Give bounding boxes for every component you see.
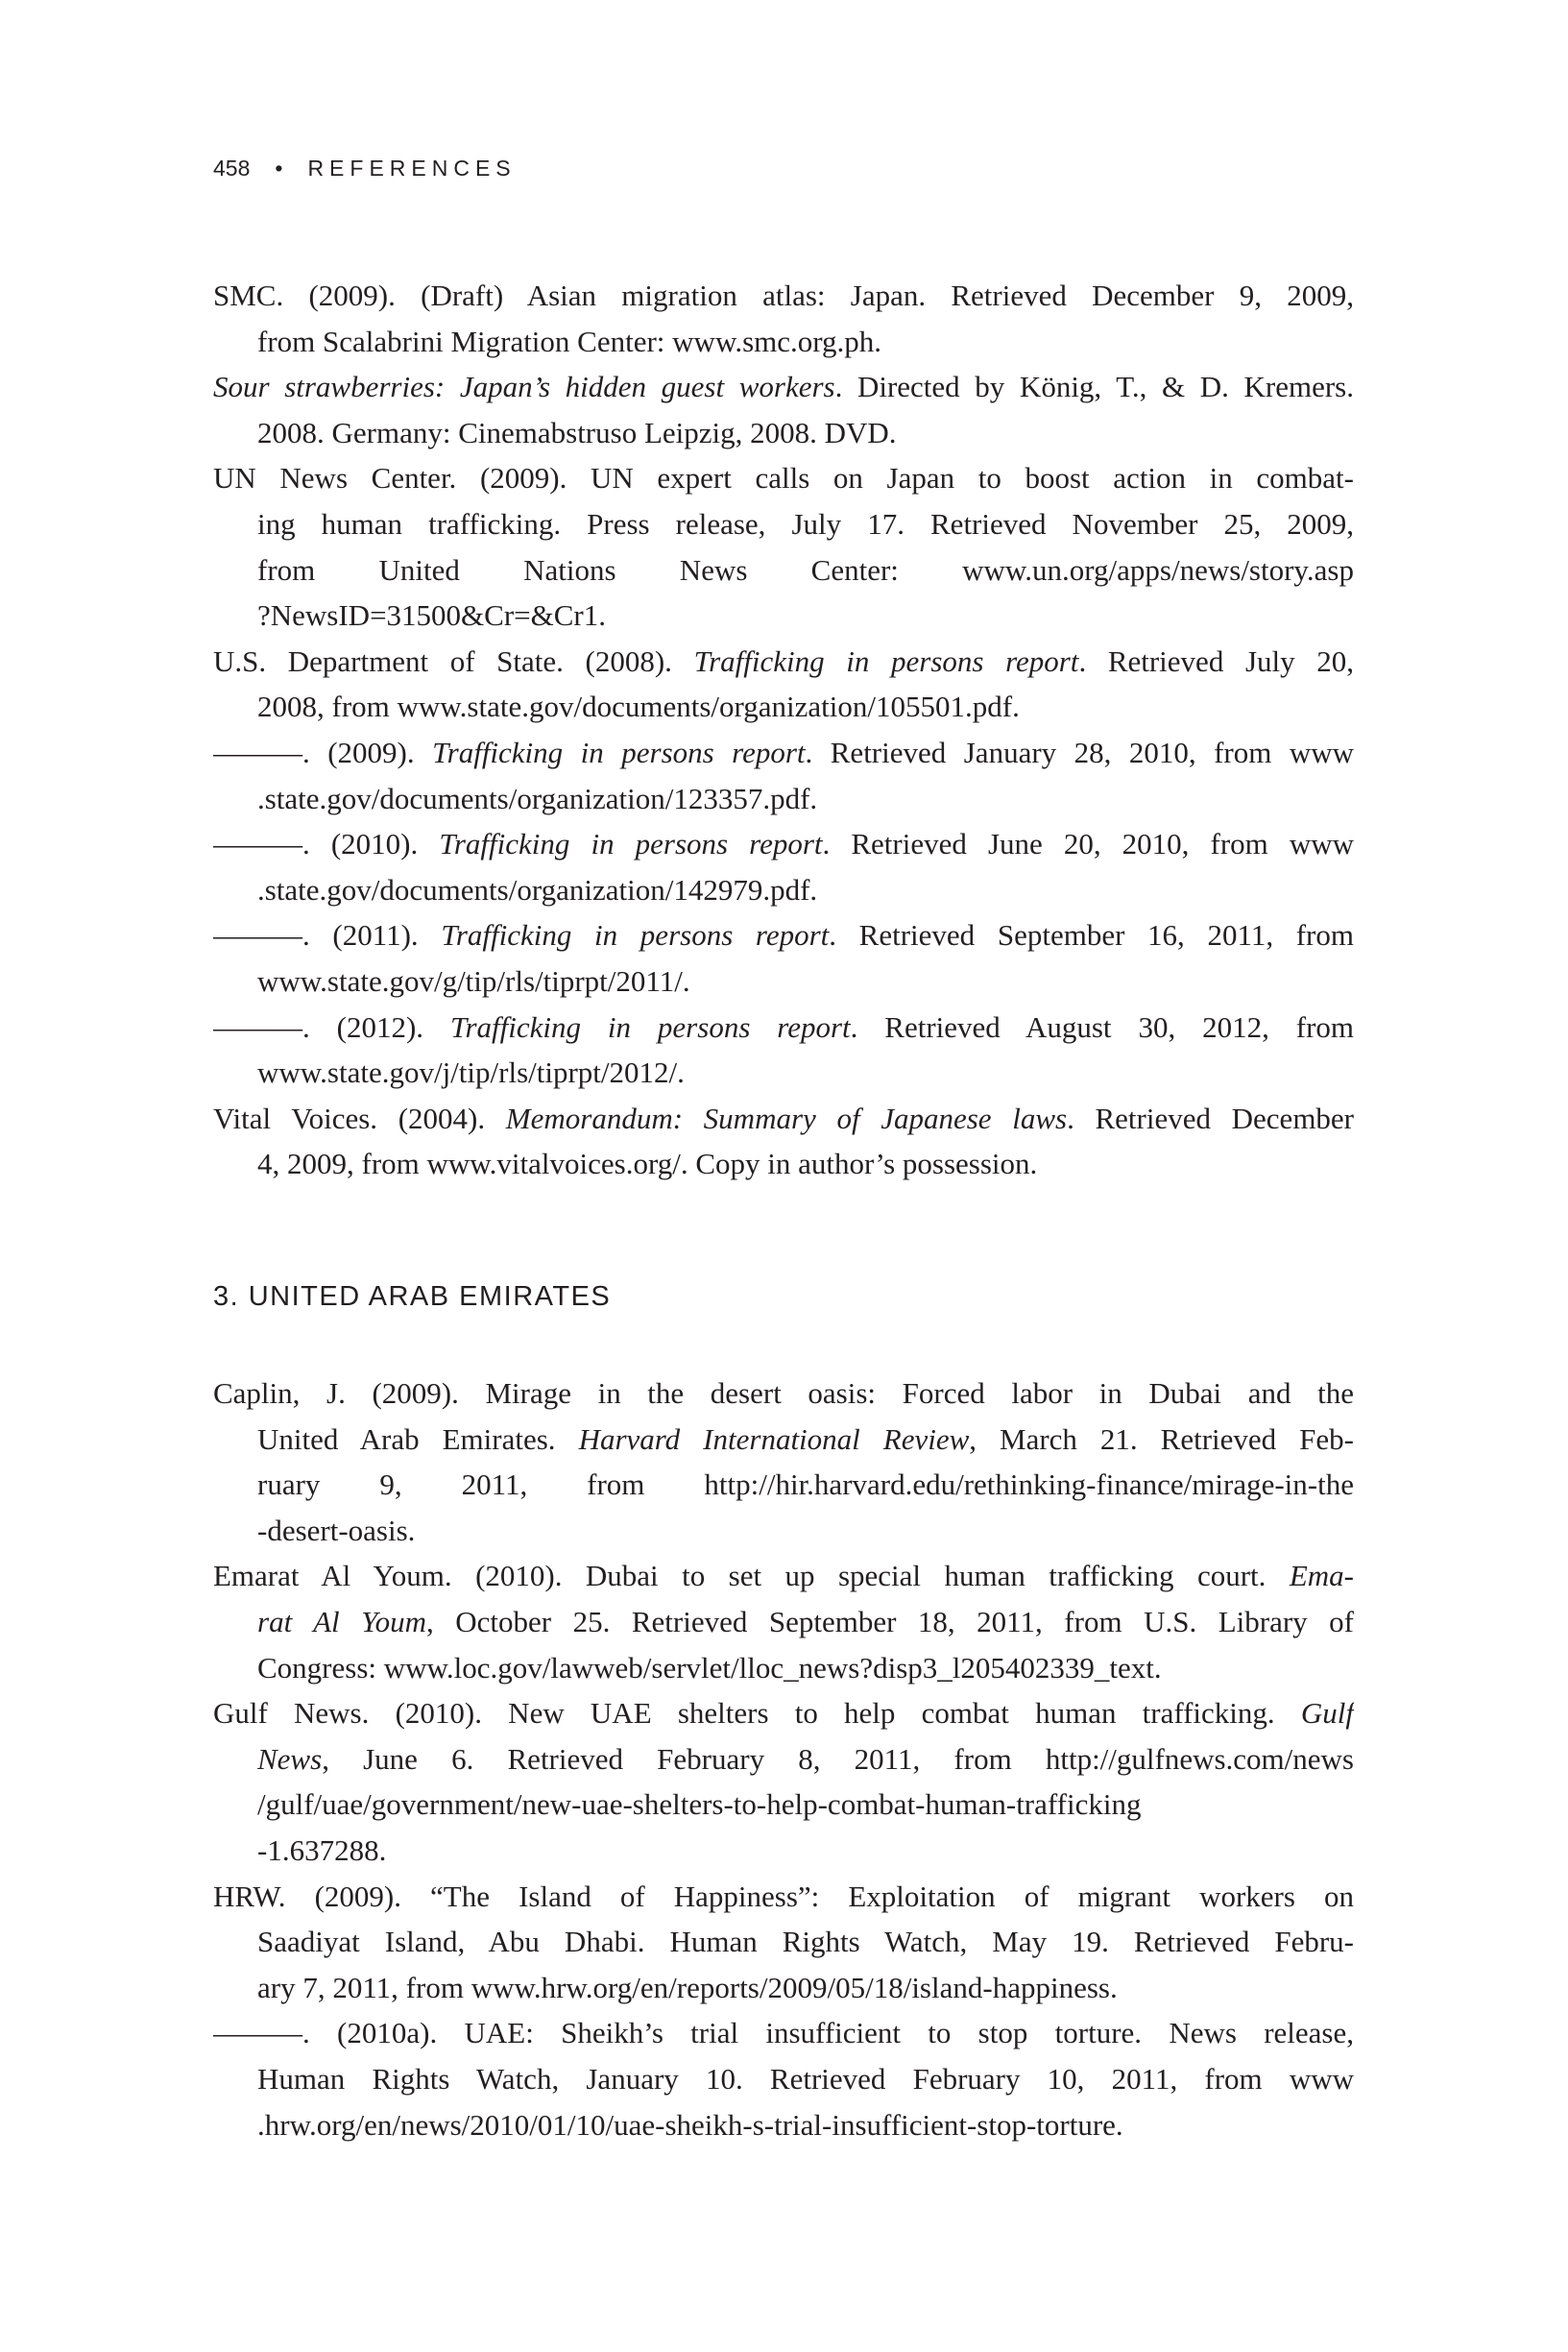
text-segment: ———. (2009). [213, 736, 433, 769]
text-segment: ———. (2011). [213, 918, 442, 953]
reference-line [213, 912, 1354, 958]
reference-line [257, 1736, 1354, 1782]
reference-line [257, 1782, 1354, 1827]
reference-line [257, 2056, 1354, 2101]
text-segment: .state.gov/documents/organization/142979.pdf. [257, 872, 818, 907]
italic-title: Trafficking in persons report [693, 643, 1079, 678]
reference-line [213, 1553, 1354, 1598]
reference-line [257, 1599, 1354, 1644]
text-segment: ———. (2012). [213, 1009, 450, 1044]
reference-line [213, 639, 1354, 684]
reference-line [257, 684, 1354, 729]
text-segment: /gulf/uae/government/new-uae-shelters-to-help-combat-human-trafficking [257, 1787, 1142, 1822]
reference-line [257, 501, 1354, 546]
reference-line [257, 1965, 1354, 2010]
text-segment: ruary 9, 2011, from http://hir.harvard.edu/rethinking-finance/mirage-in-the [257, 1467, 1354, 1502]
italic-title: Trafficking in persons report [439, 827, 823, 861]
reference-line [257, 958, 1354, 1004]
text-segment: 4, 2009, from www.vitalvoices.org/. Copy in author’s possession. [257, 1147, 1038, 1181]
italic-title: Trafficking in persons report [449, 1009, 851, 1044]
reference-line [213, 2010, 1354, 2055]
text-segment: www.state.gov/j/tip/rls/tiprpt/2012/. [257, 1055, 685, 1090]
reference-line [257, 1417, 1354, 1462]
reference-line [257, 867, 1354, 912]
text-segment: Congress: www.loc.gov/lawweb/servlet/lloc_news?disp3_l205402339_text. [257, 1650, 1162, 1685]
italic-title: Ema- [1289, 1559, 1354, 1593]
text-segment: SMC. (2009). (Draft) Asian migration atlas: Japan. Retrieved December 9, 2009, [213, 279, 1354, 312]
text-segment: Saadiyat Island, Abu Dhabi. Human Rights Watch, May 19. Retrieved Febru- [257, 1925, 1354, 1959]
reference-line [213, 455, 1354, 500]
reference-line [257, 776, 1354, 821]
reference-line [257, 1050, 1354, 1095]
text-segment: . Directed by König, T., & D. Kremers. [834, 370, 1354, 404]
text-segment: from United Nations News Center: www.un.org/apps/news/story.asp [257, 552, 1354, 587]
italic-title: Memorandum: Summary of Japanese laws [505, 1101, 1068, 1135]
text-segment: ———. (2010). [213, 827, 440, 861]
text-segment: United Arab Emirates. [257, 1421, 579, 1456]
italic-title: rat Al Youm [257, 1605, 426, 1638]
text-segment: . Retrieved January 28, 2010, from www [805, 736, 1354, 769]
reference-line [257, 1828, 1354, 1873]
running-head [213, 156, 517, 182]
italic-title: Trafficking in persons report [441, 918, 830, 953]
text-segment: from Scalabrini Migration Center: www.smc.org.ph. [257, 324, 882, 358]
reference-line [257, 1919, 1354, 1964]
reference-line [257, 410, 1354, 455]
text-segment: 2008, from www.state.gov/documents/organization/105501.pdf. [257, 690, 1020, 724]
text-segment: Human Rights Watch, January 10. Retrieved February 10, 2011, from www [257, 2062, 1354, 2096]
text-segment: Emarat Al Youm. (2010). Dubai to set up special human trafficking court. [213, 1559, 1290, 1593]
text-segment: , October 25. Retrieved September 18, 2011, from U.S. Library of [425, 1605, 1354, 1638]
text-segment: .hrw.org/en/news/2010/01/10/uae-sheikh-s-trial-insufficient-stop-torture. [257, 2107, 1123, 2142]
text-segment: Gulf News. (2010). New UAE shelters to help combat human trafficking. [213, 1696, 1301, 1731]
reference-line [257, 1141, 1354, 1186]
reference-line [213, 821, 1354, 866]
text-segment: ing human trafficking. Press release, July 17. Retrieved November 25, 2009, [257, 507, 1354, 541]
reference-line [257, 593, 1354, 638]
page-number: 458 [213, 156, 251, 181]
reference-line [213, 364, 1354, 409]
text-segment: Caplin, J. (2009). Mirage in the desert oasis: Forced labor in Dubai and the [213, 1376, 1354, 1410]
reference-line [213, 1690, 1354, 1735]
text-segment: ary 7, 2011, from www.hrw.org/en/reports/2009/05/18/island-happiness. [257, 1970, 1118, 2004]
italic-title: Trafficking in persons report [432, 736, 806, 769]
reference-line [213, 1874, 1354, 1919]
italic-title: Sour strawberries: Japan’s hidden guest workers [213, 370, 835, 404]
text-segment: , June 6. Retrieved February 8, 2011, from http://gulfnews.com/news [322, 1741, 1354, 1776]
text-segment: . Retrieved August 30, 2012, from [850, 1009, 1354, 1044]
text-segment: . Retrieved September 16, 2011, from [829, 918, 1354, 953]
text-segment: U.S. Department of State. (2008). [213, 643, 694, 678]
reference-line [257, 1508, 1354, 1553]
text-segment: -desert-oasis. [257, 1513, 416, 1547]
running-head-title: REFERENCES [307, 156, 517, 181]
reference-line [257, 1462, 1354, 1507]
reference-line [213, 730, 1354, 775]
reference-line [257, 2102, 1354, 2147]
text-segment: UN News Center. (2009). UN expert calls on Japan to boost action in combat- [213, 461, 1354, 496]
text-segment: ———. (2010a). UAE: Sheikh’s trial insufficient to stop torture. News release, [213, 2016, 1354, 2050]
section-heading: 3. UNITED ARAB EMIRATES [213, 1281, 612, 1312]
italic-title: News [257, 1741, 323, 1776]
italic-title: Gulf [1300, 1696, 1354, 1731]
italic-title: Harvard International Review [578, 1421, 970, 1456]
text-segment: . Retrieved December [1067, 1101, 1354, 1135]
reference-line [213, 1005, 1354, 1050]
text-segment: , March 21. Retrieved Feb- [969, 1421, 1354, 1456]
reference-line [257, 547, 1354, 593]
text-segment: HRW. (2009). “The Island of Happiness”: Exploitation of migrant workers on [213, 1879, 1354, 1913]
text-segment: www.state.gov/g/tip/rls/tiprpt/2011/. [257, 964, 690, 998]
reference-line [257, 1645, 1354, 1690]
reference-line [213, 1096, 1354, 1141]
bullet-separator: • [275, 156, 283, 181]
reference-line [213, 1370, 1354, 1416]
text-segment: . Retrieved July 20, [1078, 643, 1354, 678]
text-segment: -1.637288. [257, 1833, 387, 1867]
text-segment: .state.gov/documents/organization/123357.pdf. [257, 781, 818, 815]
text-segment: Vital Voices. (2004). [213, 1101, 506, 1135]
text-segment: 2008. Germany: Cinemabstruso Leipzig, 2008. DVD. [257, 415, 897, 449]
reference-line [257, 319, 1354, 364]
text-segment: ?NewsID=31500&Cr=&Cr1. [257, 598, 607, 633]
text-segment: . Retrieved June 20, 2010, from www [822, 827, 1354, 861]
reference-line [213, 273, 1354, 318]
